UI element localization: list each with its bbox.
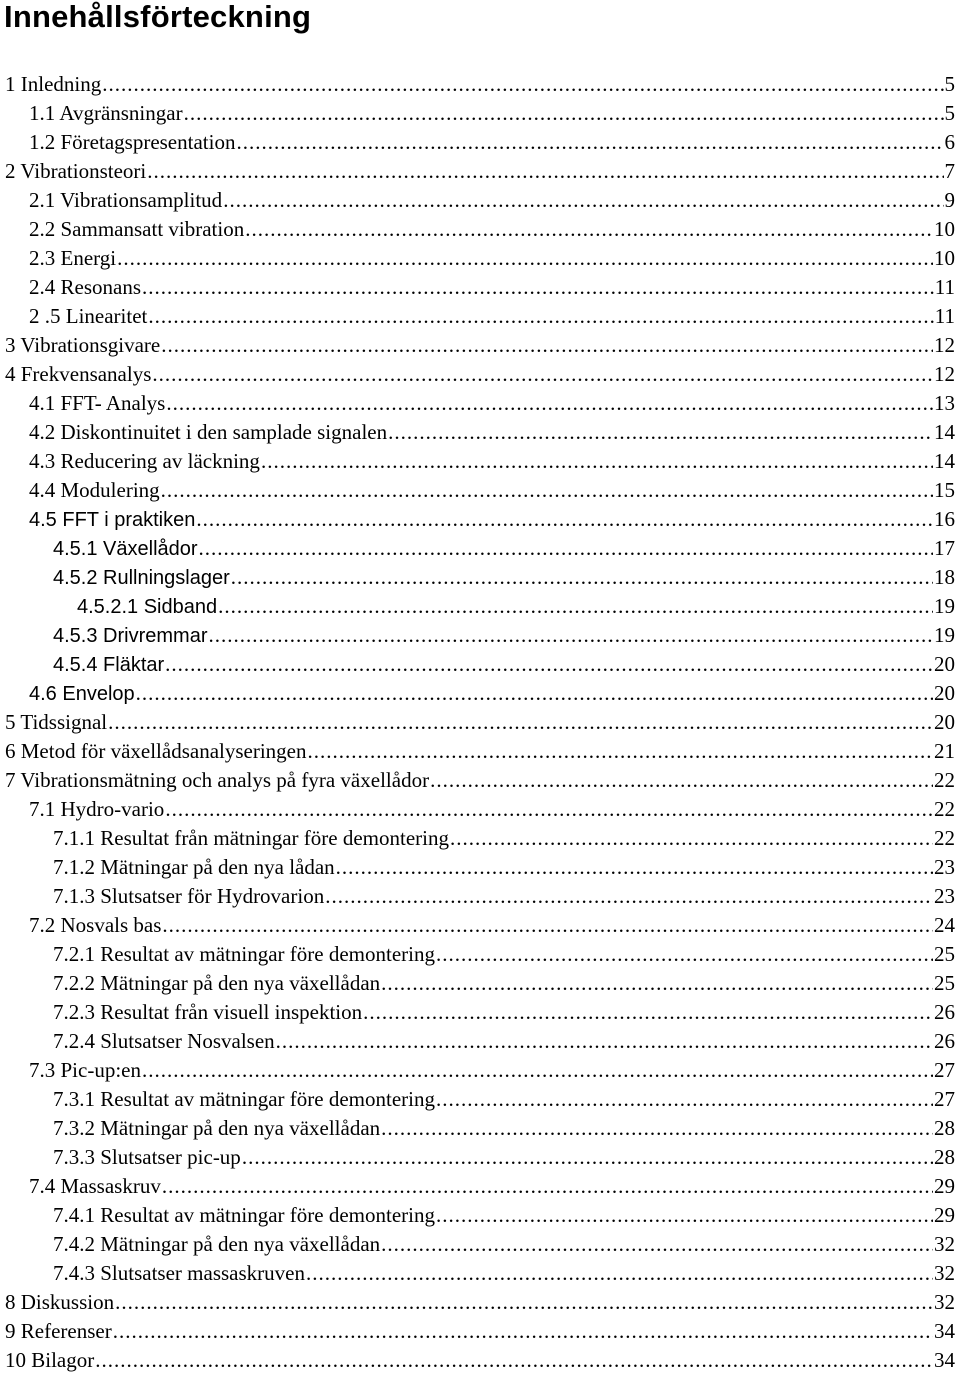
dot-leader	[308, 737, 934, 766]
page-title: Innehållsförteckning	[4, 0, 312, 34]
toc-entry-page-number: 12	[934, 333, 955, 357]
toc-entry[interactable]	[0, 824, 955, 853]
toc-entry[interactable]	[0, 418, 955, 447]
toc-entry-page-number: 17	[934, 536, 955, 560]
toc-entry[interactable]	[0, 1143, 955, 1172]
toc-entry-page-number: 21	[934, 739, 955, 763]
toc-entry[interactable]	[0, 1114, 955, 1143]
toc-entry[interactable]	[0, 592, 955, 621]
toc-entry-label: 2.2 Sammansatt vibration	[29, 217, 245, 241]
toc-entry-label: 3 Vibrationsgivare	[5, 333, 161, 357]
toc-entry-page-number: 19	[934, 594, 955, 618]
toc-entry-label: 7.3.2 Mätningar på den nya växellådan	[53, 1116, 381, 1140]
toc-entry-page-number: 7	[944, 159, 955, 183]
dot-leader	[102, 70, 943, 99]
toc-entry-page-number: 25	[934, 942, 955, 966]
toc-entry-page-number: 16	[934, 507, 955, 531]
toc-entry-page-number: 29	[934, 1174, 955, 1198]
toc-entry[interactable]	[0, 998, 955, 1027]
toc-entry-label: 6 Metod för växellådsanalyseringen	[5, 739, 307, 763]
toc-entry[interactable]	[0, 186, 955, 215]
toc-entry-label: 4.5.1 Växellådor	[53, 538, 198, 560]
toc-entry[interactable]	[0, 215, 955, 244]
dot-leader	[199, 534, 933, 563]
toc-entry-page-number: 26	[934, 1000, 955, 1024]
toc-entry-label: 7.4.2 Mätningar på den nya växellådan	[53, 1232, 381, 1256]
toc-entry-page-number: 22	[934, 797, 955, 821]
dot-leader	[436, 940, 933, 969]
toc-entry-label: 9 Referenser	[5, 1319, 112, 1343]
toc-entry-page-number: 28	[934, 1145, 955, 1169]
toc-entry[interactable]	[0, 1056, 955, 1085]
toc-entry[interactable]	[0, 1027, 955, 1056]
toc-entry-label: 7.3.3 Slutsatser pic-up	[53, 1145, 241, 1169]
toc-entry[interactable]	[0, 563, 955, 592]
toc-entry-page-number: 26	[934, 1029, 955, 1053]
dot-leader	[436, 1085, 933, 1114]
toc-entry[interactable]	[0, 1259, 955, 1288]
toc-entry-page-number: 28	[934, 1116, 955, 1140]
toc-entry-label: 7.1 Hydro-vario	[29, 797, 165, 821]
dot-leader	[115, 1288, 933, 1317]
toc-entry-page-number: 22	[934, 826, 955, 850]
toc-entry-label: 8 Diskussion	[5, 1290, 115, 1314]
toc-entry-label: 7.3.1 Resultat av mätningar före demontering	[53, 1087, 435, 1111]
toc-entry-page-number: 10	[934, 217, 955, 241]
toc-entry-page-number: 19	[934, 623, 955, 647]
dot-leader	[165, 650, 933, 679]
toc-entry-page-number: 5	[944, 101, 955, 125]
dot-leader	[208, 621, 933, 650]
toc-entry[interactable]	[0, 969, 955, 998]
toc-entry-label: 7.1.2 Mätningar på den nya lådan	[53, 855, 335, 879]
toc-entry-page-number: 23	[934, 855, 955, 879]
toc-entry-label: 4.5.3 Drivremmar	[53, 625, 208, 647]
dot-leader	[166, 389, 933, 418]
dot-leader	[196, 505, 933, 534]
toc-entry-page-number: 24	[934, 913, 955, 937]
toc-entry-page-number: 23	[934, 884, 955, 908]
toc-entry-label: 10 Bilagor	[5, 1348, 95, 1372]
dot-leader	[325, 882, 933, 911]
toc-entry[interactable]	[0, 737, 955, 766]
toc-entry-label: 2 Vibrationsteori	[5, 159, 147, 183]
toc-entry-page-number: 22	[934, 768, 955, 792]
dot-leader	[161, 331, 933, 360]
toc-entry-label: 7.2.2 Mätningar på den nya växellådan	[53, 971, 381, 995]
toc-entry[interactable]	[0, 99, 955, 128]
toc-entry-page-number: 18	[934, 565, 955, 589]
dot-leader	[245, 215, 933, 244]
dot-leader	[147, 157, 943, 186]
toc-entry-page-number: 34	[934, 1348, 955, 1372]
toc-entry[interactable]	[0, 1317, 955, 1346]
toc-entry-page-number: 32	[934, 1232, 955, 1256]
dot-leader	[242, 1143, 933, 1172]
dot-leader	[142, 273, 934, 302]
dot-leader	[381, 969, 933, 998]
dot-leader	[381, 1230, 933, 1259]
toc-entry[interactable]	[0, 795, 955, 824]
toc-entry[interactable]	[0, 1085, 955, 1114]
toc-entry-label: 4.2 Diskontinuitet i den samplade signalen	[29, 420, 388, 444]
toc-entry-page-number: 15	[934, 478, 955, 502]
toc-entry-page-number: 27	[934, 1087, 955, 1111]
toc-entry[interactable]	[0, 650, 955, 679]
toc-entry-label: 2 .5 Linearitet	[29, 304, 148, 328]
toc-entry-label: 4.5.2.1 Sidband	[77, 596, 218, 618]
toc-entry-page-number: 34	[934, 1319, 955, 1343]
toc-entry[interactable]	[0, 389, 955, 418]
dot-leader	[336, 853, 933, 882]
toc-entry[interactable]	[0, 940, 955, 969]
toc-entry[interactable]	[0, 708, 955, 737]
toc-entry[interactable]	[0, 766, 955, 795]
toc-entry[interactable]	[0, 1288, 955, 1317]
dot-leader	[363, 998, 933, 1027]
toc-entry[interactable]	[0, 1201, 955, 1230]
table-of-contents	[0, 70, 955, 1375]
dot-leader	[306, 1259, 933, 1288]
toc-entry[interactable]	[0, 244, 955, 273]
toc-entry-label: 7.3 Pic-up:en	[29, 1058, 141, 1082]
toc-entry-label: 4.5.2 Rullningslager	[53, 567, 230, 589]
toc-entry-label: 5 Tidssignal	[5, 710, 108, 734]
toc-entry-page-number: 32	[934, 1261, 955, 1285]
dot-leader	[162, 911, 933, 940]
toc-entry-label: 7.2.3 Resultat från visuell inspektion	[53, 1000, 363, 1024]
toc-entry-label: 2.4 Resonans	[29, 275, 141, 299]
toc-entry-page-number: 25	[934, 971, 955, 995]
toc-entry-label: 4.4 Modulering	[29, 478, 160, 502]
toc-entry-label: 7.1.1 Resultat från mätningar före demontering	[53, 826, 449, 850]
dot-leader	[162, 1172, 933, 1201]
toc-entry-page-number: 5	[944, 72, 955, 96]
toc-entry-label: 4.1 FFT- Analys	[29, 391, 166, 415]
toc-entry-label: 4.5 FFT i praktiken	[29, 509, 196, 531]
toc-entry[interactable]	[0, 360, 955, 389]
dot-leader	[136, 679, 933, 708]
toc-entry[interactable]	[0, 1346, 955, 1375]
toc-entry[interactable]	[0, 505, 955, 534]
toc-entry[interactable]	[0, 273, 955, 302]
toc-entry-label: 7.4.3 Slutsatser massaskruven	[53, 1261, 305, 1285]
toc-entry-label: 2.1 Vibrationsamplitud	[29, 188, 223, 212]
toc-entry[interactable]	[0, 621, 955, 650]
dot-leader	[117, 244, 933, 273]
dot-leader	[381, 1114, 933, 1143]
toc-entry[interactable]	[0, 447, 955, 476]
toc-entry-label: 2.3 Energi	[29, 246, 117, 270]
toc-entry[interactable]	[0, 157, 955, 186]
toc-entry-page-number: 11	[934, 304, 955, 328]
toc-entry-page-number: 20	[934, 681, 955, 705]
dot-leader	[231, 563, 933, 592]
toc-entry-label: 4.5.4 Fläktar	[53, 654, 165, 676]
toc-entry[interactable]	[0, 853, 955, 882]
toc-entry[interactable]	[0, 302, 955, 331]
dot-leader	[161, 476, 933, 505]
dot-leader	[261, 447, 933, 476]
toc-entry-label: 1.1 Avgränsningar	[29, 101, 183, 125]
dot-leader	[184, 99, 944, 128]
toc-entry-label: 7.4.1 Resultat av mätningar före demontering	[53, 1203, 435, 1227]
dot-leader	[152, 360, 933, 389]
toc-entry-page-number: 32	[934, 1290, 955, 1314]
toc-entry-label: 4.6 Envelop	[29, 683, 135, 705]
toc-entry[interactable]	[0, 911, 955, 940]
toc-entry-page-number: 14	[934, 449, 955, 473]
toc-entry[interactable]	[0, 331, 955, 360]
dot-leader	[223, 186, 943, 215]
toc-entry-page-number: 9	[944, 188, 955, 212]
toc-entry[interactable]	[0, 1172, 955, 1201]
toc-entry-page-number: 6	[944, 130, 955, 154]
toc-entry[interactable]	[0, 882, 955, 911]
toc-entry-label: 7.2 Nosvals bas	[29, 913, 162, 937]
dot-leader	[236, 128, 943, 157]
dot-leader	[430, 766, 933, 795]
toc-entry[interactable]	[0, 476, 955, 505]
toc-entry[interactable]	[0, 679, 955, 708]
toc-entry[interactable]	[0, 534, 955, 563]
toc-entry-page-number: 12	[934, 362, 955, 386]
dot-leader	[436, 1201, 933, 1230]
toc-entry-label: 7.4 Massaskruv	[29, 1174, 161, 1198]
dot-leader	[388, 418, 933, 447]
toc-entry-page-number: 13	[934, 391, 955, 415]
toc-entry-page-number: 29	[934, 1203, 955, 1227]
dot-leader	[95, 1346, 933, 1375]
dot-leader	[142, 1056, 933, 1085]
toc-entry[interactable]	[0, 128, 955, 157]
toc-entry-label: 7.1.3 Slutsatser för Hydrovarion	[53, 884, 325, 908]
toc-entry-page-number: 11	[934, 275, 955, 299]
toc-entry-page-number: 20	[934, 710, 955, 734]
dot-leader	[113, 1317, 933, 1346]
dot-leader	[276, 1027, 933, 1056]
toc-entry-label: 7.2.1 Resultat av mätningar före demontering	[53, 942, 435, 966]
dot-leader	[108, 708, 933, 737]
toc-entry-label: 4.3 Reducering av läckning	[29, 449, 260, 473]
dot-leader	[450, 824, 933, 853]
toc-entry-label: 4 Frekvensanalys	[5, 362, 152, 386]
toc-entry-label: 7.2.4 Slutsatser Nosvalsen	[53, 1029, 275, 1053]
toc-entry[interactable]	[0, 70, 955, 99]
dot-leader	[218, 592, 933, 621]
toc-entry-page-number: 27	[934, 1058, 955, 1082]
toc-entry-label: 7 Vibrationsmätning och analys på fyra växellådor	[5, 768, 430, 792]
toc-entry[interactable]	[0, 1230, 955, 1259]
toc-entry-page-number: 20	[934, 652, 955, 676]
dot-leader	[165, 795, 933, 824]
toc-entry-label: 1 Inledning	[5, 72, 102, 96]
toc-entry-label: 1.2 Företagspresentation	[29, 130, 236, 154]
toc-entry-page-number: 10	[934, 246, 955, 270]
dot-leader	[148, 302, 933, 331]
toc-entry-page-number: 14	[934, 420, 955, 444]
